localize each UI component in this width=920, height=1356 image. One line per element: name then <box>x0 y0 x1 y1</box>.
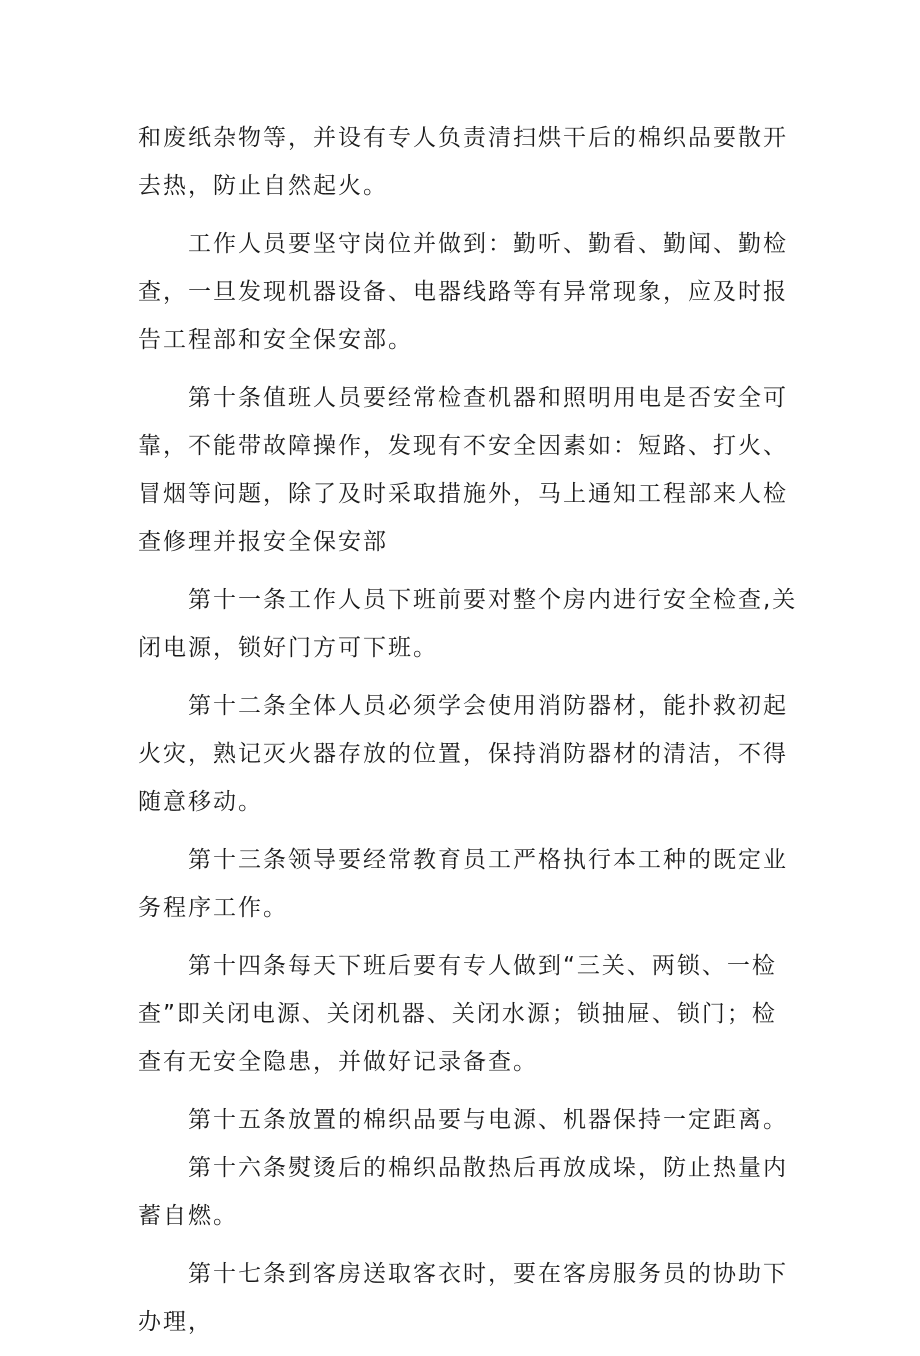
paragraph-article-14: 第十四条每天下班后要有专人做到“三关、两锁、一检查”即关闭电源、关闭机器、关闭水源；锁抽屉、锁门；检查有无安全隐患，并做好记录备查。 <box>138 953 777 1075</box>
paragraph-article-11: 第十一条工作人员下班前要对整个房内进行安全检查,关闭电源，锁好门方可下班。 <box>138 587 798 661</box>
paragraph-article-17: 第十七条到客房送取客衣时，要在客房服务员的协助下办理， <box>138 1261 788 1335</box>
paragraph-article-16: 第十六条熨烫后的棉织品散热后再放成垛，防止热量内蓄自燃。 <box>138 1155 788 1229</box>
document-body <box>138 114 798 1356</box>
paragraph-2: 工作人员要坚守岗位并做到：勤听、勤看、勤闻、勤检查，一旦发现机器设备、电器线路等有异常现象，应及时报告工程部和安全保安部。 <box>138 231 788 353</box>
paragraph-article-13: 第十三条领导要经常教育员工严格执行本工种的既定业务程序工作。 <box>138 847 788 921</box>
paragraph-article-15: 第十五条放置的棉织品要与电源、机器保持一定距离。 <box>188 1107 788 1133</box>
paragraph-article-12: 第十二条全体人员必须学会使用消防器材，能扑救初起火灾，熟记灭火器存放的位置，保持消防器材的清洁，不得随意移动。 <box>138 693 788 815</box>
paragraph-1: 和废纸杂物等，并设有专人负责清扫烘干后的棉织品要散开去热，防止自然起火。 <box>138 125 788 199</box>
paragraph-article-10: 第十条值班人员要经常检查机器和照明用电是否安全可靠，不能带故障操作，发现有不安全因素如：短路、打火、冒烟等问题，除了及时采取措施外，马上通知工程部来人检查修理并报安全保安部 <box>138 385 788 555</box>
